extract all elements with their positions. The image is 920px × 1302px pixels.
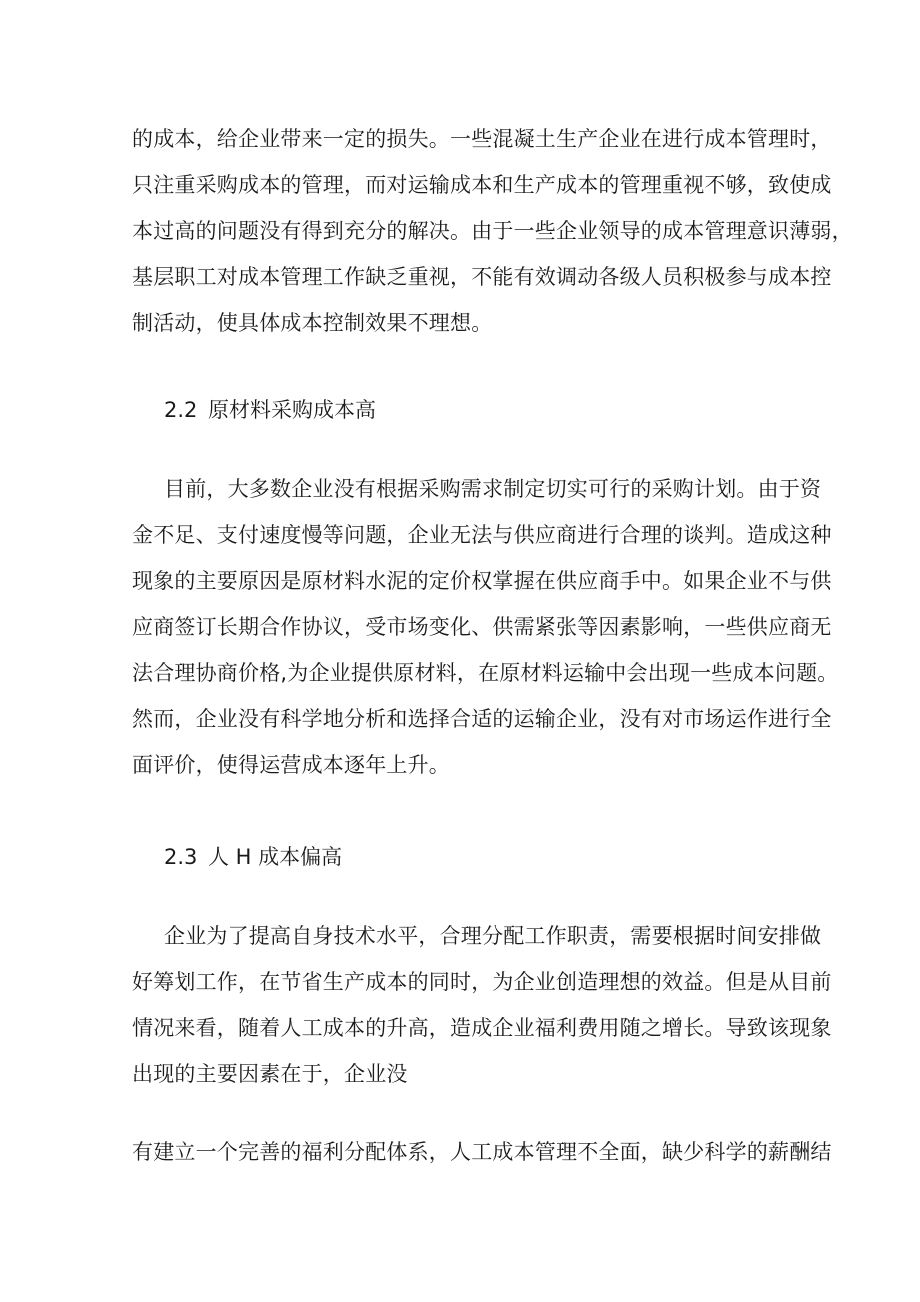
section-title: 人 H 成本偏高	[208, 845, 343, 869]
text-line: 现象的主要原因是原材料水泥的定价权掌握在供应商手中。如果企业不与供	[132, 569, 832, 593]
text-line: 本过高的问题没有得到充分的解决。由于一些企业领导的成本管理意识薄弱，	[132, 219, 853, 243]
text-line: 法合理协商价格,为企业提供原材料，在原材料运输中会出现一些成本问题。	[132, 661, 839, 685]
text-line: 面评价，使得运营成本逐年上升。	[132, 753, 450, 777]
paragraph-welfare-system	[132, 1129, 832, 1175]
text-line: 的成本，给企业带来一定的损失。一些混凝土生产企业在进行成本管理时，	[132, 127, 832, 151]
text-line: 只注重采购成本的管理，而对运输成本和生产成本的管理重视不够，致使成	[132, 173, 832, 197]
text-line: 然而，企业没有科学地分析和选择合适的运输企业，没有对市场运作进行全	[132, 707, 832, 731]
section-number: 2.2	[164, 398, 198, 422]
text-line: 情况来看，随着人工成本的升高，造成企业福利费用随之增长。导致该现象	[132, 1016, 832, 1040]
paragraph-labor-cost	[132, 913, 832, 1097]
text-line: 有建立一个完善的福利分配体系，人工成本管理不全面，缺少科学的薪酬结	[132, 1140, 832, 1164]
section-heading-2-3	[164, 834, 342, 880]
text-line: 应商签订长期合作协议，受市场变化、供需紧张等因素影响，一些供应商无	[132, 615, 832, 639]
text-line: 制活动，使具体成本控制效果不理想。	[132, 311, 493, 335]
text-line: 出现的主要因素在于，企业没	[132, 1062, 408, 1086]
section-heading-2-2	[164, 387, 376, 433]
text-line: 基层职工对成本管理工作缺乏重视，不能有效调动各级人员积极参与成本控	[132, 265, 832, 289]
paragraph-raw-material-purchase	[132, 466, 839, 788]
section-number: 2.3	[164, 845, 198, 869]
text-line: 金不足、支付速度慢等问题，企业无法与供应商进行合理的谈判。造成这种	[132, 523, 832, 547]
section-title: 原材料采购成本高	[208, 398, 376, 422]
text-line: 好筹划工作，在节省生产成本的同时，为企业创造理想的效益。但是从目前	[132, 970, 832, 994]
paragraph-cost-management	[132, 116, 853, 346]
text-line: 目前，大多数企业没有根据采购需求制定切实可行的采购计划。由于资	[164, 477, 822, 501]
text-line: 企业为了提高自身技术水平，合理分配工作职责，需要根据时间安排做	[164, 924, 822, 948]
